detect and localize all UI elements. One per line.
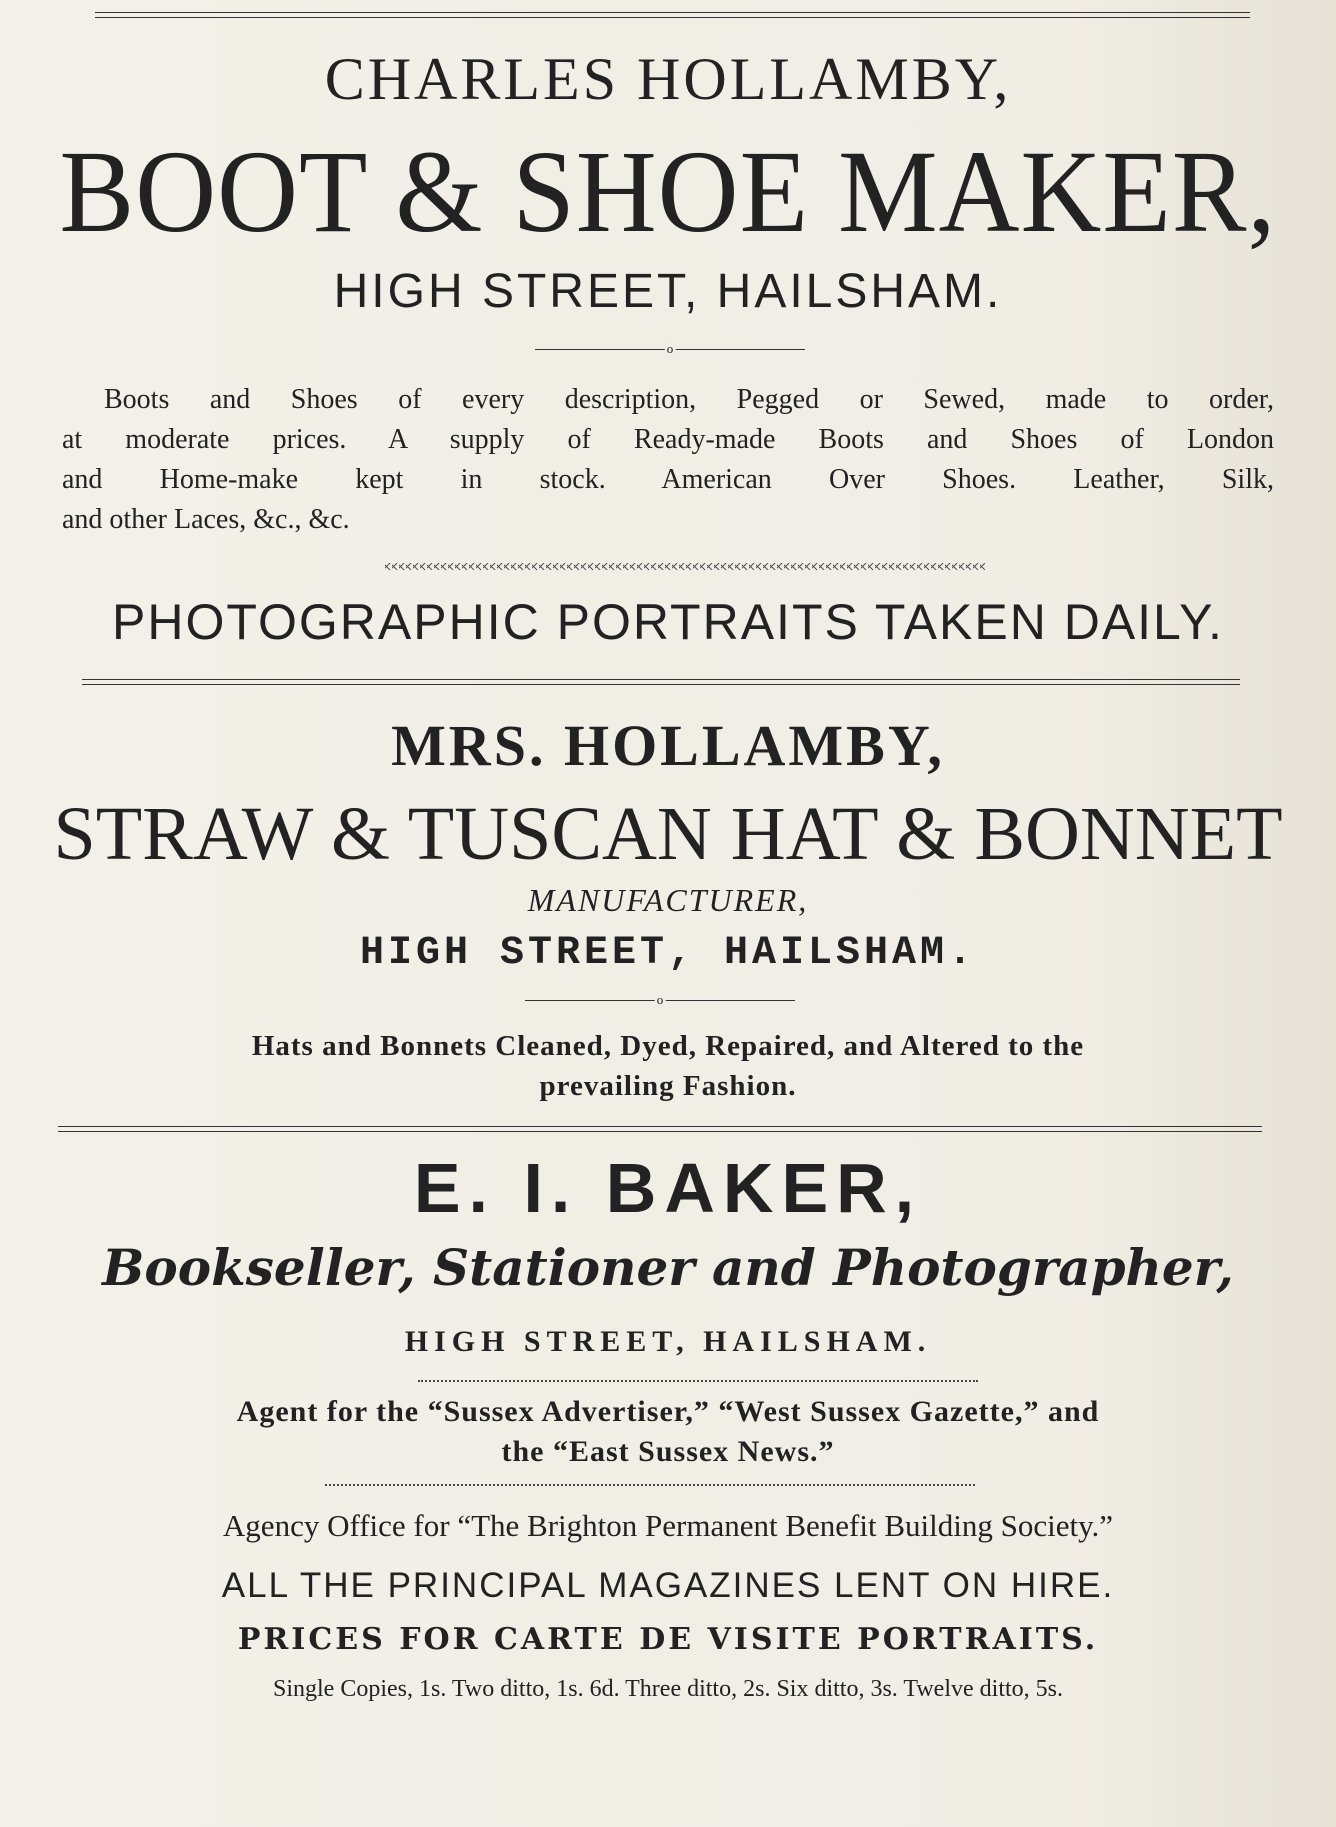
wavy-divider [385,563,985,573]
ad3-name: E. I. BAKER, [413,1149,923,1227]
ad3-agent-line: Agent for the “Sussex Advertiser,” “West Sussex Gazette,” and [236,1395,1100,1428]
ad2-body-line: prevailing Fashion. [539,1070,797,1102]
ad1-body-line: and Home-make kept in stock. American Over Shoes. Leather, Silk, [62,464,1274,495]
ad1-body-line: at moderate prices. A supply of Ready-made Boots and Shoes of London [62,424,1274,455]
ad1-body-line: and other Laces, &c., &c. [62,504,350,535]
ad1-ornament-rule [535,341,805,357]
ad3-trade: Bookseller, Stationer and Photographer, [102,1238,1234,1297]
ad2-address: HIGH STREET, HAILSHAM. [359,931,977,976]
ad2-bottom-rule [58,1126,1262,1132]
ad2-ornament: o [656,992,664,1007]
ad1-photo-line: PHOTOGRAPHIC PORTRAITS TAKEN DAILY. [112,594,1224,650]
ad1-bottom-rule [82,679,1240,685]
ad3-address: HIGH STREET, HAILSHAM. [404,1325,932,1358]
ad1-name: CHARLES HOLLAMBY, [324,46,1012,112]
ad2-trade2: MANUFACTURER, [527,882,809,918]
ad1-body-line: Boots and Shoes of every description, Pegged or Sewed, made to order, [104,384,1274,415]
ad2-trade: STRAW & TUSCAN HAT & BONNET [53,792,1283,876]
ad3-agent-line: the “East Sussex News.” [501,1435,835,1468]
ad3-prices-title: PRICES FOR CARTE DE VISITE PORTRAITS. [237,1622,1099,1657]
ad2-ornament-rule [525,992,795,1008]
ad2-name: MRS. HOLLAMBY, [391,713,945,778]
ad3-agency: Agency Office for “The Brighton Permanent Benefit Building Society.” [222,1508,1114,1543]
ad2-body-line: Hats and Bonnets Cleaned, Dyed, Repaired, and Altered to the [251,1030,1085,1062]
ad3-dotted-rule-2 [325,1484,975,1486]
ad1-address: HIGH STREET, HAILSHAM. [333,265,1003,318]
ad1-body [62,380,1274,540]
ad1-trade: BOOT & SHOE MAKER, [59,126,1277,258]
ad3-dotted-rule [418,1380,978,1382]
ad1-ornament: o [666,341,674,356]
top-rule [95,12,1250,18]
ad3-magazines: ALL THE PRINCIPAL MAGAZINES LENT ON HIRE. [221,1566,1115,1605]
ad3-prices: Single Copies, 1s. Two ditto, 1s. 6d. Three ditto, 2s. Six ditto, 3s. Twelve ditto, 5s. [273,1676,1063,1702]
